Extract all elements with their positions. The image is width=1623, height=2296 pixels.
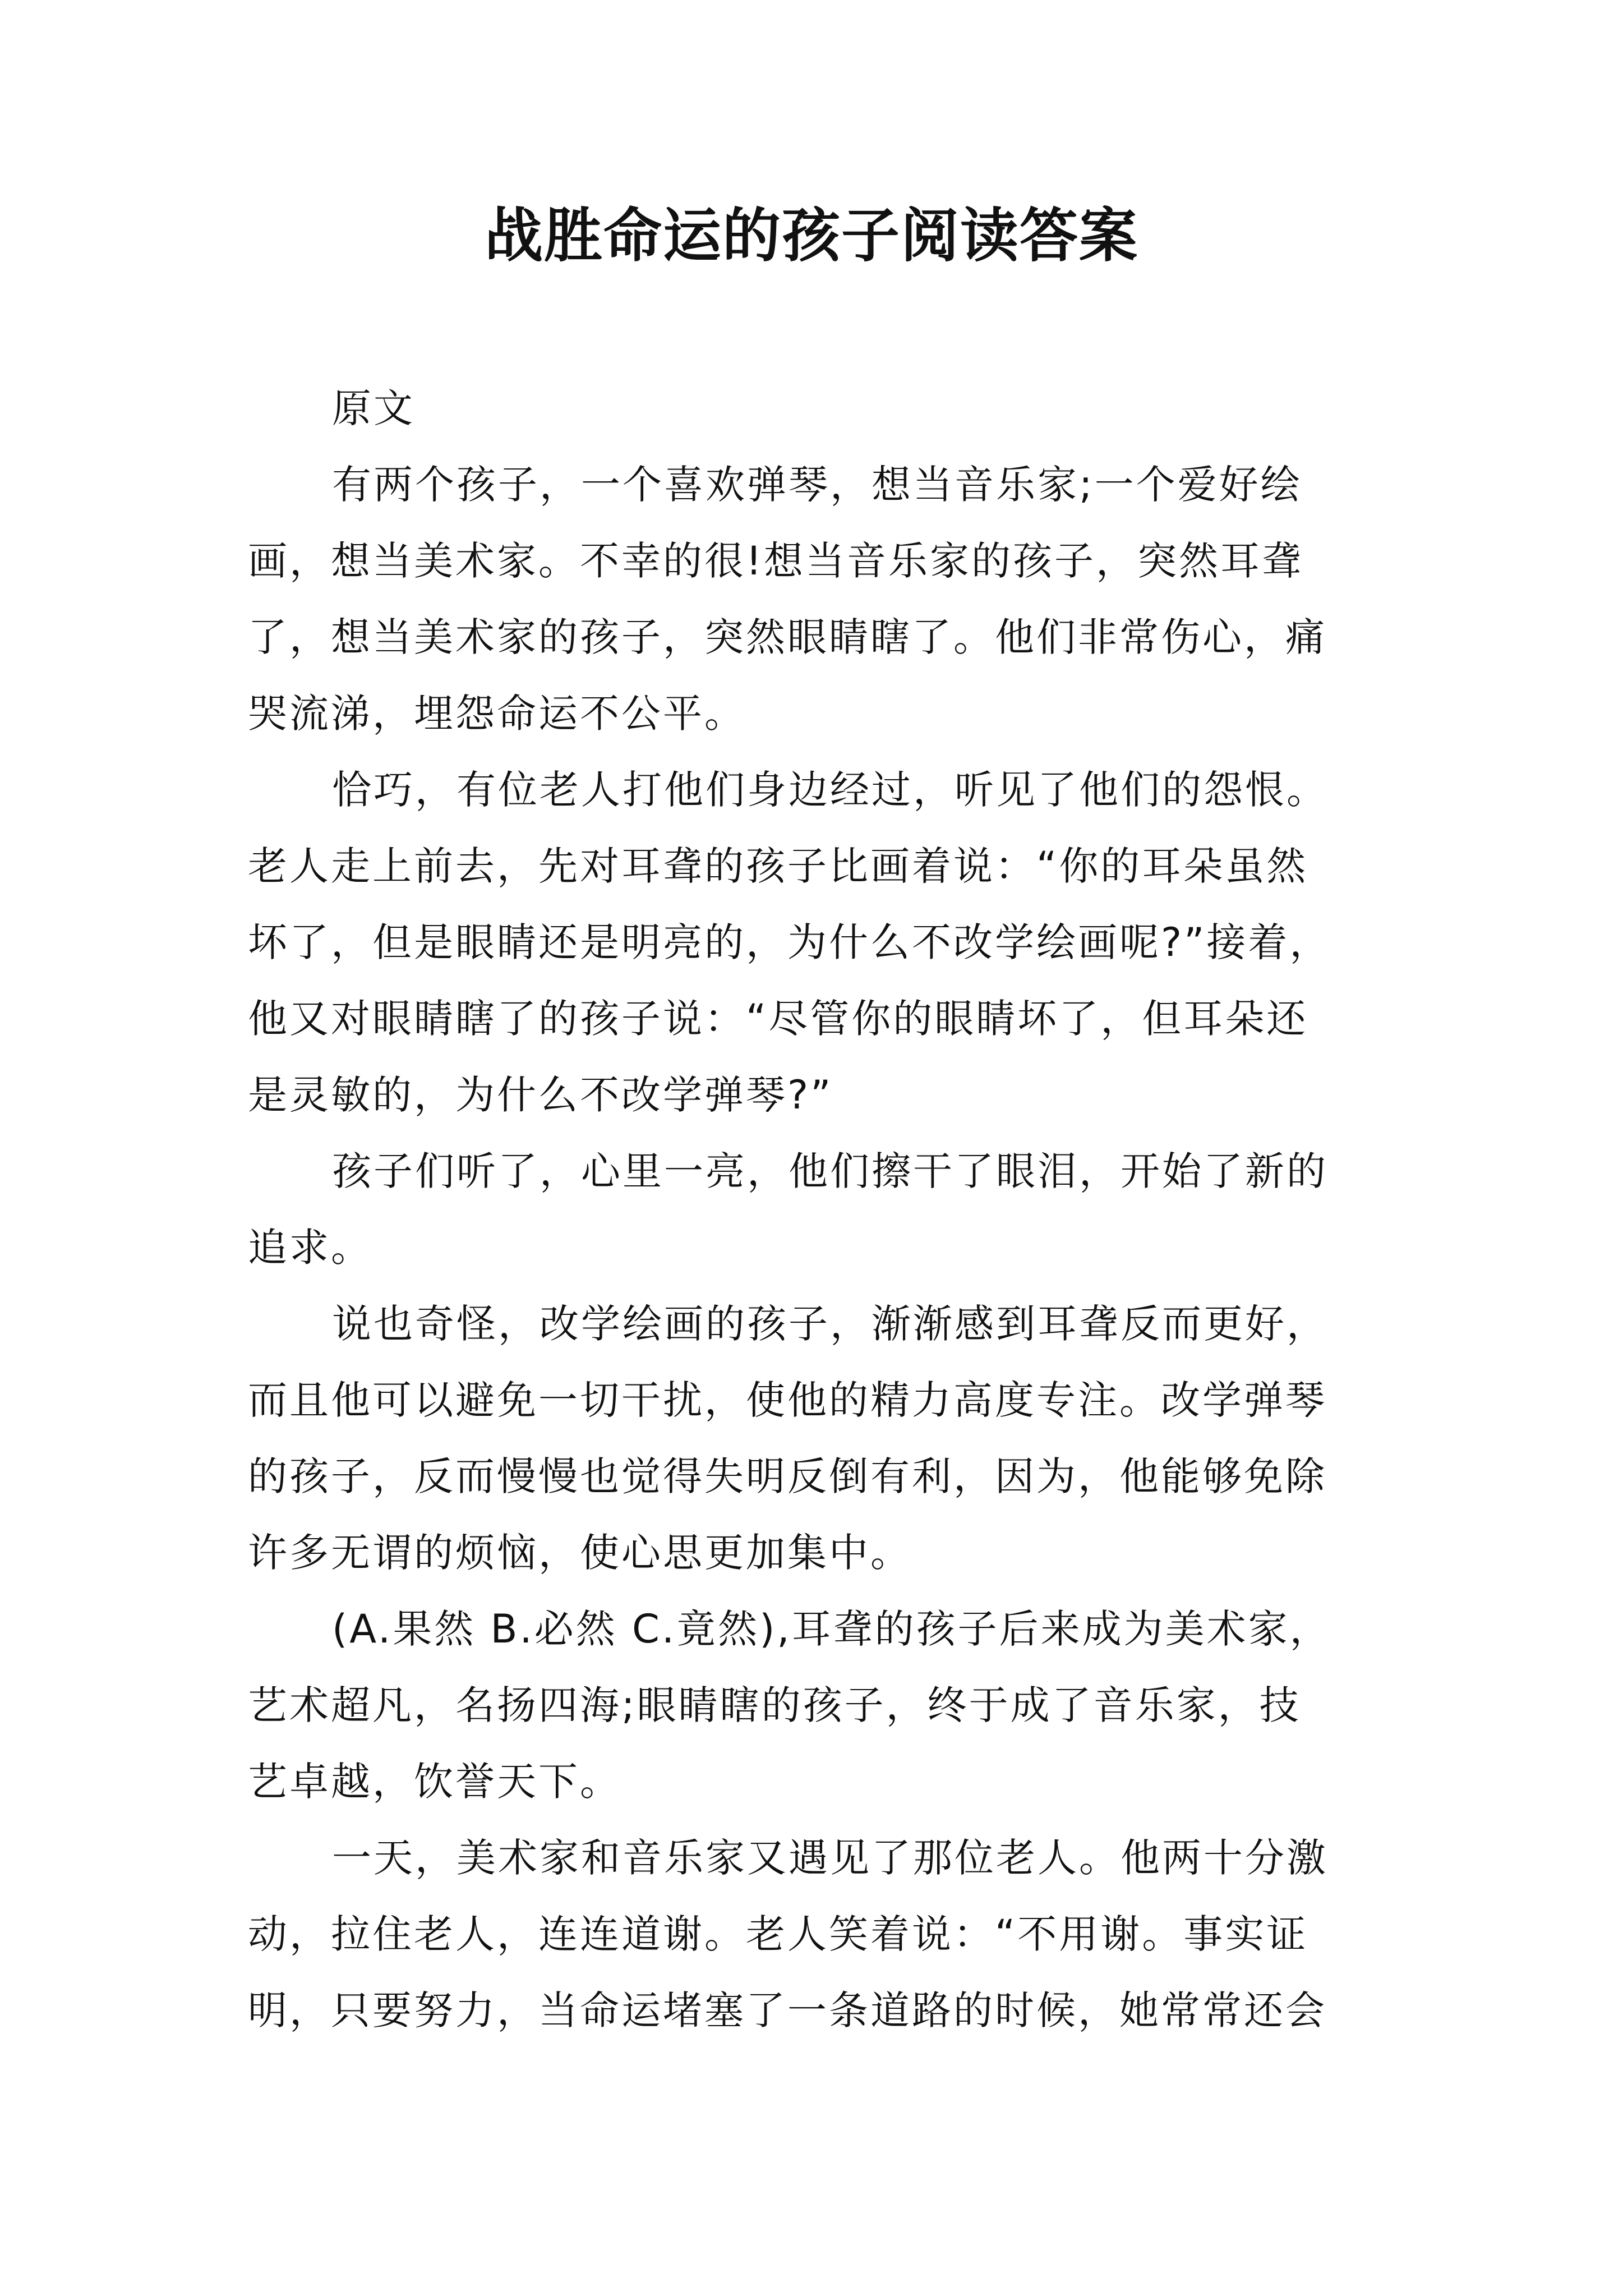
text-line: 而且他可以避免一切干扰，使他的精力高度专注。改学弹琴 xyxy=(248,1377,1327,1423)
text-line: 了，想当美术家的孩子，突然眼睛瞎了。他们非常伤心，痛 xyxy=(248,614,1327,660)
text-line: (A.果然 B.必然 C.竟然),耳聋的孩子后来成为美术家， xyxy=(332,1606,1331,1652)
text-line: 艺术超凡，名扬四海;眼睛瞎的孩子，终于成了音乐家，技 xyxy=(248,1682,1301,1728)
text-line: 艺卓越，饮誉天下。 xyxy=(248,1759,621,1805)
document-title: 战胜命运的孩子阅读答案 xyxy=(484,201,1138,270)
text-line: 是灵敏的，为什么不改学弹琴?” xyxy=(248,1072,833,1118)
text-line: 画，想当美术家。不幸的很!想当音乐家的孩子，突然耳聋 xyxy=(248,538,1304,584)
text-line: 许多无谓的烦恼，使心思更加集中。 xyxy=(248,1530,912,1576)
text-line: 他又对眼睛瞎了的孩子说：“尽管你的眼睛坏了，但耳朵还 xyxy=(248,996,1308,1042)
text-line: 坏了，但是眼睛还是明亮的，为什么不改学绘画呢?”接着， xyxy=(248,919,1331,965)
text-line: 说也奇怪，改学绘画的孩子，渐渐感到耳聋反而更好， xyxy=(332,1301,1328,1347)
text-line: 一天，美术家和音乐家又遇见了那位老人。他两十分激 xyxy=(332,1835,1328,1881)
text-line: 孩子们听了，心里一亮，他们擦干了眼泪，开始了新的 xyxy=(332,1148,1328,1194)
text-line: 哭流涕，埋怨命运不公平。 xyxy=(248,691,746,737)
text-line: 恰巧，有位老人打他们身边经过，听见了他们的怨恨。 xyxy=(332,767,1328,813)
text-line: 明，只要努力，当命运堵塞了一条道路的时候，她常常还会 xyxy=(248,1987,1327,2033)
text-line: 原文 xyxy=(332,385,415,431)
text-line: 有两个孩子，一个喜欢弹琴，想当音乐家;一个爱好绘 xyxy=(332,462,1302,508)
document-body xyxy=(248,370,1392,2049)
text-line: 的孩子，反而慢慢也觉得失明反倒有利，因为，他能够免除 xyxy=(248,1453,1327,1499)
text-line: 动，拉住老人，连连道谢。老人笑着说：“不用谢。事实证 xyxy=(248,1911,1308,1957)
text-line: 老人走上前去，先对耳聋的孩子比画着说：“你的耳朵虽然 xyxy=(248,843,1308,889)
text-line: 追求。 xyxy=(248,1225,372,1271)
